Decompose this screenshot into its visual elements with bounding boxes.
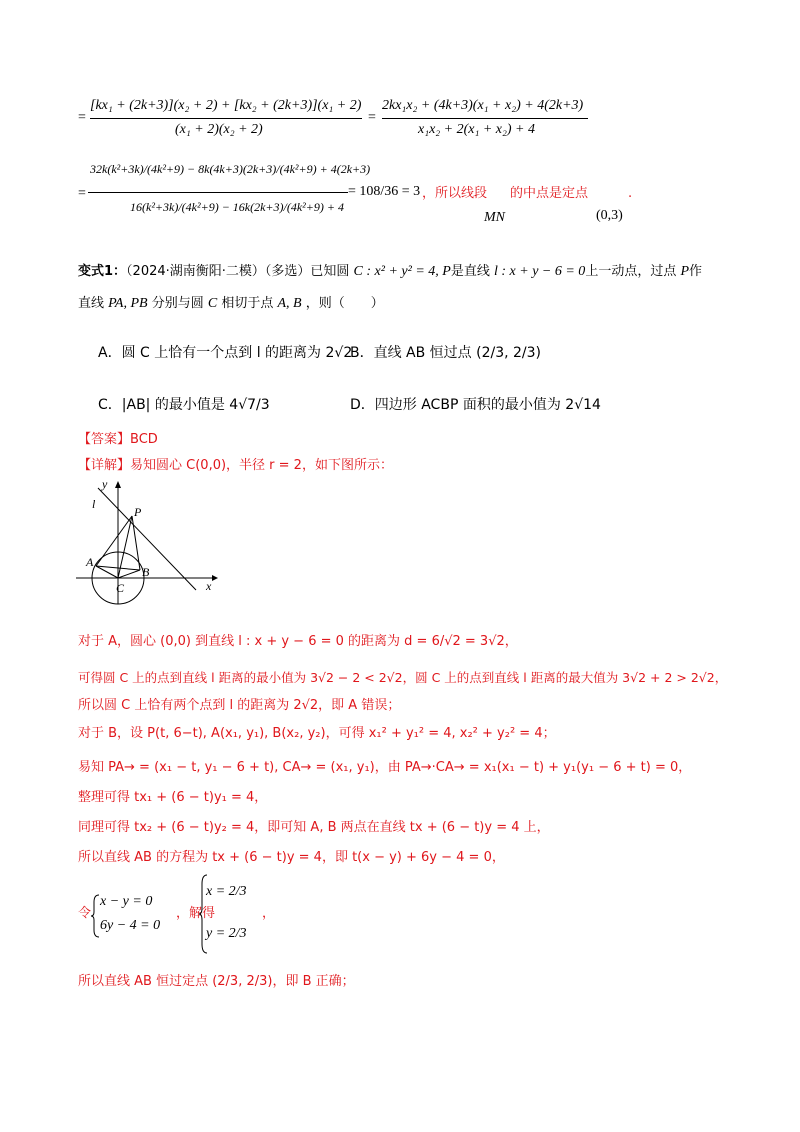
problem-label: 变式1： — [78, 264, 127, 279]
label-c: C — [116, 581, 125, 595]
let-prefix: 令 — [78, 906, 92, 921]
answer-line — [78, 430, 158, 450]
option-c: C．|AB| 的最小值是 4√7/3 — [98, 397, 270, 413]
x-axis-arrow — [212, 575, 218, 581]
detail-line-4: 对于 B，设 P(t, 6−t), A(x₁, y₁), B(x₂, y₂)，可得 x₁² + y₁² = 4, x₂² + y₂² = 4； — [78, 726, 556, 741]
detail-line-3: 所以圆 C 上恰有两个点到 l 的距离为 2√2，即 A 错误； — [78, 698, 401, 713]
derivation-conclusion-a: ，所以线段 — [422, 186, 488, 201]
detail-line-5: 易知 PA→ = (x₁ − t, y₁ − 6 + t), CA→ = (x₁, y₁)，由 PA→·CA→ = x₁(x₁ − t) + y₁(y₁ − 6 + t) = 0， — [78, 760, 692, 775]
derivation-row1-eq-sign: = — [78, 110, 86, 125]
problem-line2-d: ，则（ ） — [305, 296, 384, 311]
derivation-conclusion-end: . — [628, 186, 633, 201]
problem-line2-a: 直线 — [78, 296, 105, 311]
solve-text: ，解得 — [176, 906, 216, 921]
derivation-row1-rhs-numerator: 2kx₁x₂ + (4k+3)(x₁ + x₂) + 4(2k+3) — [382, 98, 584, 113]
answer-label: 【答案】 — [78, 432, 131, 447]
label-x: x — [206, 579, 212, 593]
problem-line-eq: l : x + y − 6 = 0 — [493, 264, 586, 279]
detail-line-8: 所以直线 AB 的方程为 tx + (6 − t)y = 4，即 t(x − y) + 6y − 4 = 0， — [78, 850, 505, 865]
derivation-mn: MN — [484, 210, 505, 225]
problem-line-2 — [78, 294, 384, 314]
detail-final: 所以直线 AB 恒过定点 (2/3, 2/3)，即 B 正确； — [78, 974, 355, 989]
system-eq-2: 6y − 4 = 0 — [100, 918, 161, 933]
solution-x: x = 2/3 — [206, 884, 247, 899]
geometry-figure — [72, 478, 222, 608]
derivation-row1-eq-sign-2: = — [368, 110, 376, 125]
derivation-point: (0,3) — [596, 208, 623, 223]
derivation-conclusion-b: 的中点是定点 — [510, 186, 589, 201]
derivation-row2-denominator: 16(k²+3k)/(4k²+9) − 16k(2k+3)/(4k²+9) + 4 — [130, 200, 344, 214]
detail-line-7: 同理可得 tx₂ + (6 − t)y₂ = 4，即可知 A, B 两点在直线 tx + (6 − t)y = 4 上， — [78, 820, 550, 835]
segment-pb — [132, 516, 140, 570]
detail-intro-line — [78, 456, 393, 476]
problem-pa-pb: PA, PB — [108, 296, 148, 311]
problem-line-1 — [78, 262, 702, 282]
detail-line-2: 可得圆 C 上的点到直线 l 距离的最小值为 3√2 − 2 < 2√2，圆 C 上的点到直线 l 距离的最大值为 3√2 + 2 > 2√2， — [78, 670, 728, 685]
system-eq-1: x − y = 0 — [100, 894, 153, 909]
label-p: P — [134, 505, 142, 519]
system-brace — [90, 894, 100, 938]
derivation-row2-eq-sign: = — [78, 186, 86, 201]
derivation-row2-fraction-bar — [88, 192, 348, 193]
derivation-row1-rhs-denominator: x₁x₂ + 2(x₁ + x₂) + 4 — [418, 122, 535, 137]
label-b: B — [142, 565, 150, 579]
option-b: B．直线 AB 恒过点 (2/3, 2/3) — [350, 345, 542, 361]
detail-line-6: 整理可得 tx₁ + (6 − t)y₁ = 4， — [78, 790, 268, 805]
problem-end1: 作 — [689, 264, 703, 279]
derivation-row2-numerator: 32k(k²+3k)/(4k²+9) − 8k(4k+3)(2k+3)/(4k²+9) + 4(2k+3) — [90, 162, 371, 176]
problem-c: C — [207, 296, 218, 311]
derivation-row1-lhs-numerator: [kx₁ + (2k+3)](x₂ + 2) + [kx₂ + (2k+3)](x₁ + 2) — [90, 98, 362, 113]
option-d: D．四边形 ACBP 面积的最小值为 2√14 — [350, 397, 601, 413]
problem-mid2: 上一动点，过点 — [585, 264, 677, 279]
problem-source: （2024·湖南衡阳·二模）（多选）已知圆 — [126, 264, 350, 279]
y-axis-arrow — [115, 481, 121, 488]
problem-ab: A, B — [277, 296, 302, 311]
label-l: l — [92, 497, 96, 511]
label-y: y — [102, 478, 108, 491]
label-a: A — [86, 555, 94, 569]
solution-end: ， — [262, 906, 276, 921]
answer-value: BCD — [130, 432, 158, 447]
detail-line-1: 对于 A，圆心 (0,0) 到直线 l : x + y − 6 = 0 的距离为 d = 6/√2 = 3√2， — [78, 634, 518, 649]
derivation-row1-rhs-fraction-bar — [382, 118, 588, 119]
derivation-row1-lhs-fraction-bar — [90, 118, 362, 119]
segment-cb — [118, 570, 140, 578]
option-a: A．圆 C 上恰有一个点到 l 的距离为 2√2 — [98, 345, 353, 361]
derivation-row2-result: = 108/36 = 3 — [348, 184, 421, 199]
detail-label: 【详解】 — [78, 458, 131, 473]
problem-line2-b: 分别与圆 — [151, 296, 204, 311]
derivation-row1-lhs-denominator: (x₁ + 2)(x₂ + 2) — [175, 122, 263, 137]
problem-line2-c: 相切于点 — [221, 296, 274, 311]
problem-circle-eq: C : x² + y² = 4, P — [353, 264, 451, 279]
solution-y: y = 2/3 — [206, 926, 247, 941]
detail-intro: 易知圆心 C(0,0)，半径 r = 2，如下图所示： — [130, 458, 393, 473]
problem-mid1: 是直线 — [450, 264, 490, 279]
problem-p: P — [680, 264, 690, 279]
